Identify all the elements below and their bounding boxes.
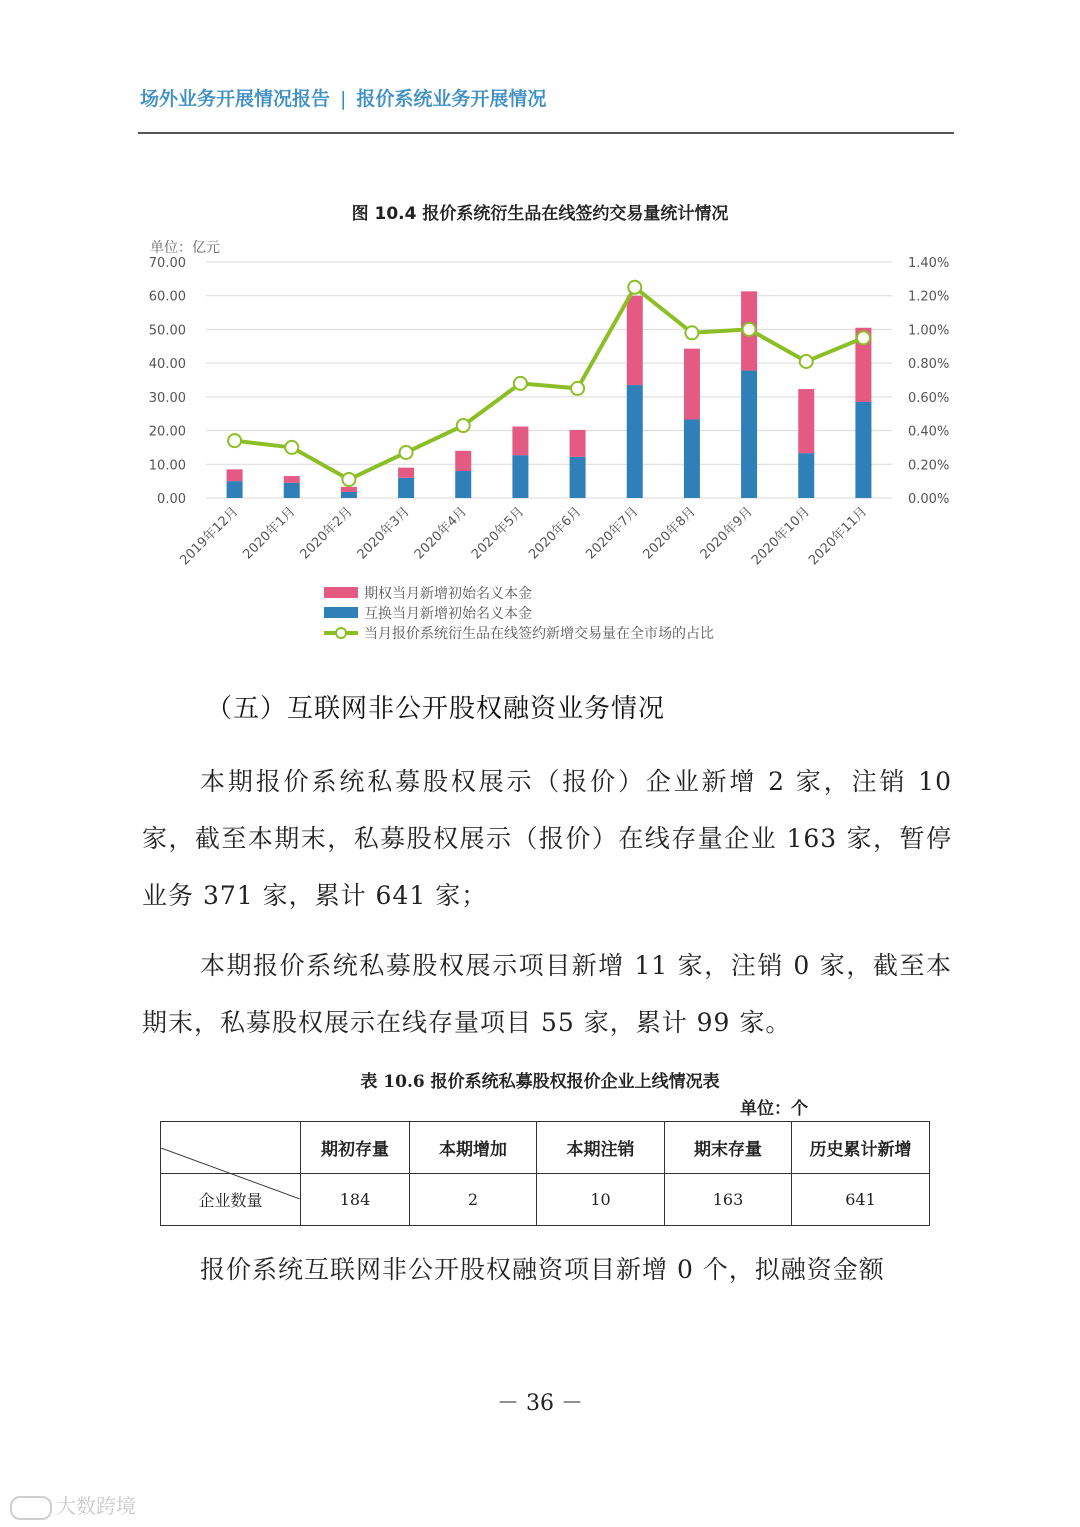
cell-period-cancelled: 10 bbox=[537, 1174, 665, 1226]
x-tick-label: 2020年3月 bbox=[354, 504, 413, 563]
table-title: 表 10.6 报价系统私募股权报价企业上线情况表 bbox=[360, 1072, 720, 1092]
swap-bar bbox=[570, 457, 586, 498]
header-cumulative-added: 历史累计新增 bbox=[792, 1122, 930, 1174]
cell-closing-stock: 163 bbox=[665, 1174, 792, 1226]
x-tick-label: 2020年10月 bbox=[748, 504, 814, 569]
option-bar bbox=[798, 389, 814, 453]
right-tick-label: 1.20% bbox=[908, 289, 950, 305]
swap-bar bbox=[455, 471, 471, 498]
right-tick-label: 0.40% bbox=[908, 424, 950, 440]
option-bar bbox=[398, 468, 414, 478]
header-rule bbox=[138, 132, 954, 134]
left-tick-label: 10.00 bbox=[148, 458, 186, 474]
left-tick-label: 70.00 bbox=[148, 256, 186, 271]
left-tick-label: 40.00 bbox=[148, 357, 186, 373]
left-tick-label: 50.00 bbox=[148, 323, 186, 339]
legend-swatch-option bbox=[324, 587, 358, 598]
section-heading: （五）互联网非公开股权融资业务情况 bbox=[206, 694, 666, 724]
x-tick-label: 2020年7月 bbox=[583, 504, 642, 563]
left-tick-label: 20.00 bbox=[148, 424, 186, 440]
paragraph-projects: 本期报价系统私募股权展示项目新增 11 家，注销 0 家，截至本期末，私募股权展示在线存量项目 55 家，累计 99 家。 bbox=[142, 951, 952, 1037]
right-tick-label: 0.20% bbox=[908, 458, 950, 474]
running-header bbox=[140, 84, 546, 111]
right-tick-label: 0.60% bbox=[908, 390, 950, 406]
x-tick-label: 2020年11月 bbox=[806, 504, 871, 569]
cell-cumulative-added: 641 bbox=[792, 1174, 930, 1226]
option-bar bbox=[455, 451, 471, 471]
share-point bbox=[571, 382, 584, 395]
swap-bar bbox=[398, 478, 414, 498]
page-number: － 36 － bbox=[497, 1391, 583, 1416]
share-point bbox=[800, 355, 813, 368]
header-separator: | bbox=[340, 88, 347, 110]
right-tick-label: 1.00% bbox=[908, 323, 950, 339]
left-tick-label: 30.00 bbox=[148, 390, 186, 406]
x-tick-label: 2020年8月 bbox=[640, 504, 699, 563]
legend-swap-label: 互换当月新增初始名义本金 bbox=[364, 606, 532, 622]
x-tick-label: 2020年4月 bbox=[411, 504, 471, 563]
x-tick-label: 2019年12月 bbox=[177, 504, 242, 569]
figure-title: 图 10.4 报价系统衍生品在线签约交易量统计情况 bbox=[351, 204, 729, 224]
swap-bar bbox=[855, 402, 871, 498]
share-point bbox=[457, 419, 470, 432]
header-opening-stock: 期初存量 bbox=[301, 1122, 410, 1174]
enterprise-listing-table bbox=[160, 1121, 930, 1226]
legend-share-label: 当月报价系统衍生品在线签约新增交易量在全市场的占比 bbox=[364, 626, 714, 642]
option-bar bbox=[684, 349, 700, 420]
table-unit: 单位：个 bbox=[740, 1099, 808, 1119]
paragraph-financing: 报价系统互联网非公开股权融资项目新增 0 个，拟融资金额 bbox=[200, 1255, 885, 1284]
share-line bbox=[235, 287, 864, 479]
derivatives-volume-chart bbox=[140, 232, 970, 652]
share-point bbox=[743, 323, 756, 336]
option-bar bbox=[341, 487, 357, 492]
header-period-cancelled: 本期注销 bbox=[537, 1122, 665, 1174]
header-period-added: 本期增加 bbox=[410, 1122, 537, 1174]
header-section-title: 报价系统业务开展情况 bbox=[356, 88, 547, 110]
row-label: 企业数量 bbox=[161, 1174, 301, 1226]
header-closing-stock: 期末存量 bbox=[665, 1122, 792, 1174]
share-point bbox=[228, 434, 241, 447]
x-tick-label: 2020年5月 bbox=[469, 504, 528, 563]
share-point bbox=[628, 281, 641, 294]
right-tick-label: 0.80% bbox=[908, 357, 950, 373]
swap-bar bbox=[741, 371, 757, 498]
legend-swatch-share-point bbox=[336, 628, 346, 638]
table-header-row bbox=[161, 1122, 930, 1174]
share-point bbox=[342, 473, 355, 486]
share-point bbox=[685, 326, 698, 339]
cell-opening-stock: 184 bbox=[301, 1174, 410, 1226]
share-point bbox=[857, 331, 870, 344]
swap-bar bbox=[341, 492, 357, 498]
option-bar bbox=[512, 427, 528, 456]
cell-period-added: 2 bbox=[410, 1174, 537, 1226]
x-tick-label: 2020年9月 bbox=[697, 504, 756, 563]
x-tick-label: 2020年2月 bbox=[297, 504, 356, 563]
watermark-text: 大数跨境 bbox=[56, 1494, 136, 1518]
right-tick-label: 0.00% bbox=[908, 492, 950, 507]
share-point bbox=[400, 446, 413, 459]
option-bar bbox=[627, 296, 643, 385]
swap-bar bbox=[227, 481, 243, 498]
left-tick-label: 60.00 bbox=[148, 289, 186, 305]
x-tick-label: 2020年1月 bbox=[240, 504, 299, 563]
option-bar bbox=[227, 469, 243, 481]
header-report-title: 场外业务开展情况报告 bbox=[140, 88, 331, 110]
share-point bbox=[285, 441, 298, 454]
swap-bar bbox=[798, 453, 814, 498]
share-point bbox=[514, 377, 527, 390]
swap-bar bbox=[627, 385, 643, 498]
option-bar bbox=[570, 430, 586, 457]
diagonal-corner-cell bbox=[161, 1122, 301, 1174]
unit-label: 单位：亿元 bbox=[150, 240, 220, 256]
left-tick-label: 0.00 bbox=[157, 492, 186, 507]
x-tick-label: 2020年6月 bbox=[526, 504, 585, 563]
legend-swatch-swap bbox=[324, 607, 358, 618]
paragraph-enterprises: 本期报价系统私募股权展示（报价）企业新增 2 家，注销 10 家，截至本期末，私募股权展示（报价）在线存量企业 163 家，暂停业务 371 家，累计 641 家； bbox=[142, 767, 952, 910]
swap-bar bbox=[284, 483, 300, 498]
legend-option-label: 期权当月新增初始名义本金 bbox=[364, 586, 532, 602]
watermark-logo-icon bbox=[10, 1496, 52, 1520]
swap-bar bbox=[684, 419, 700, 498]
option-bar bbox=[284, 476, 300, 483]
right-tick-label: 1.40% bbox=[908, 256, 950, 271]
watermark bbox=[10, 1490, 136, 1520]
swap-bar bbox=[512, 455, 528, 498]
